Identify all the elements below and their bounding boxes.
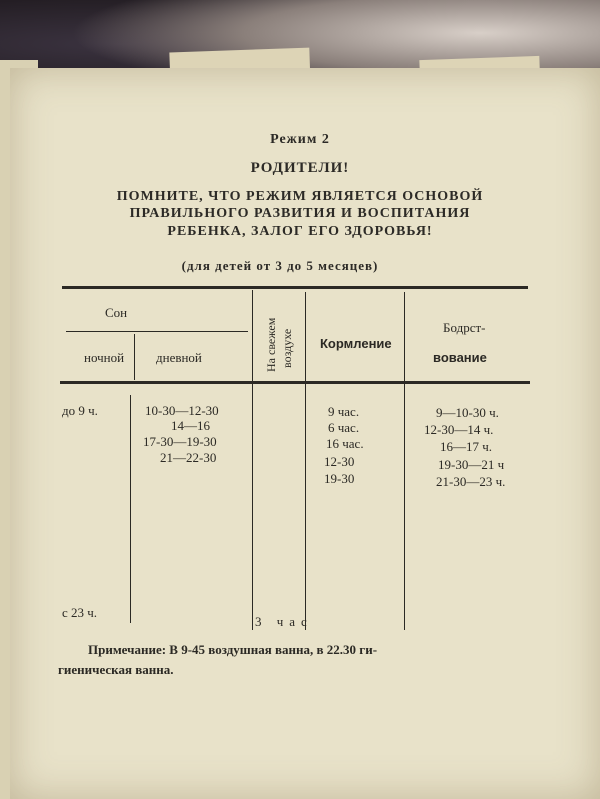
parents-heading: РОДИТЕЛИ!	[250, 160, 350, 176]
wake-header-line1: Бодрст-	[443, 320, 486, 335]
night-day-divider	[134, 334, 135, 380]
feeding-header: Кормление	[320, 336, 392, 351]
day-sleep-entry: 21—22-30	[160, 450, 217, 465]
notice-line-1: ПОМНИТЕ, ЧТО РЕЖИМ ЯВЛЯЕТСЯ ОСНОВОЙ	[116, 189, 484, 204]
wake-period: 16—17 ч.	[440, 439, 493, 454]
table-top-rule	[62, 286, 528, 289]
feeding-time: 12-30	[324, 454, 355, 469]
header-bottom-rule	[60, 381, 530, 384]
wake-header-line2: вование	[433, 350, 487, 365]
night-sleep-header: ночной	[84, 350, 125, 365]
regime-title: Режим 2	[270, 132, 330, 147]
night-sleep-until: до 9 ч.	[62, 403, 98, 418]
night-sleep-from: с 23 ч.	[62, 605, 98, 620]
day-sleep-entry: 10-30—12-30	[145, 403, 219, 418]
day-sleep-entry: 17-30—19-30	[143, 434, 217, 449]
footnote-line-1: Примечание: В 9-45 воздушная ванна, в 22.30 ги-	[88, 642, 378, 657]
outdoor-header-line2: воздухе	[280, 328, 294, 368]
feeding-time: 9 час.	[328, 404, 360, 419]
outdoor-divider-left	[252, 290, 253, 630]
wake-period: 21-30—23 ч.	[436, 474, 506, 489]
feeding-time: 19-30	[324, 471, 355, 486]
night-day-divider	[130, 395, 131, 623]
outdoor-divider-right	[305, 292, 306, 630]
notice-line-2: ПРАВИЛЬНОГО РАЗВИТИЯ И ВОСПИТАНИЯ	[129, 206, 471, 221]
wake-period: 9—10-30 ч.	[436, 405, 499, 420]
sleep-subheader-rule	[66, 331, 248, 332]
outdoor-duration: 3 час	[255, 614, 313, 629]
feeding-time: 6 час.	[328, 420, 360, 435]
notice-line-3: РЕБЕНКА, ЗАЛОГ ЕГО ЗДОРОВЬЯ!	[167, 224, 433, 239]
footnote-line-2: гиеническая ванна.	[58, 662, 174, 677]
age-range: (для детей от 3 до 5 месяцев)	[181, 258, 379, 273]
wake-period: 19-30—21 ч	[438, 457, 505, 472]
outdoor-header-line1: На свежем	[264, 317, 278, 372]
feeding-divider-right	[404, 292, 405, 630]
feeding-time: 16 час.	[326, 436, 364, 451]
wake-period: 12-30—14 ч.	[424, 422, 494, 437]
day-sleep-header: дневной	[156, 350, 202, 365]
day-sleep-entry: 14—16	[171, 418, 210, 433]
sleep-header: Сон	[105, 305, 128, 320]
